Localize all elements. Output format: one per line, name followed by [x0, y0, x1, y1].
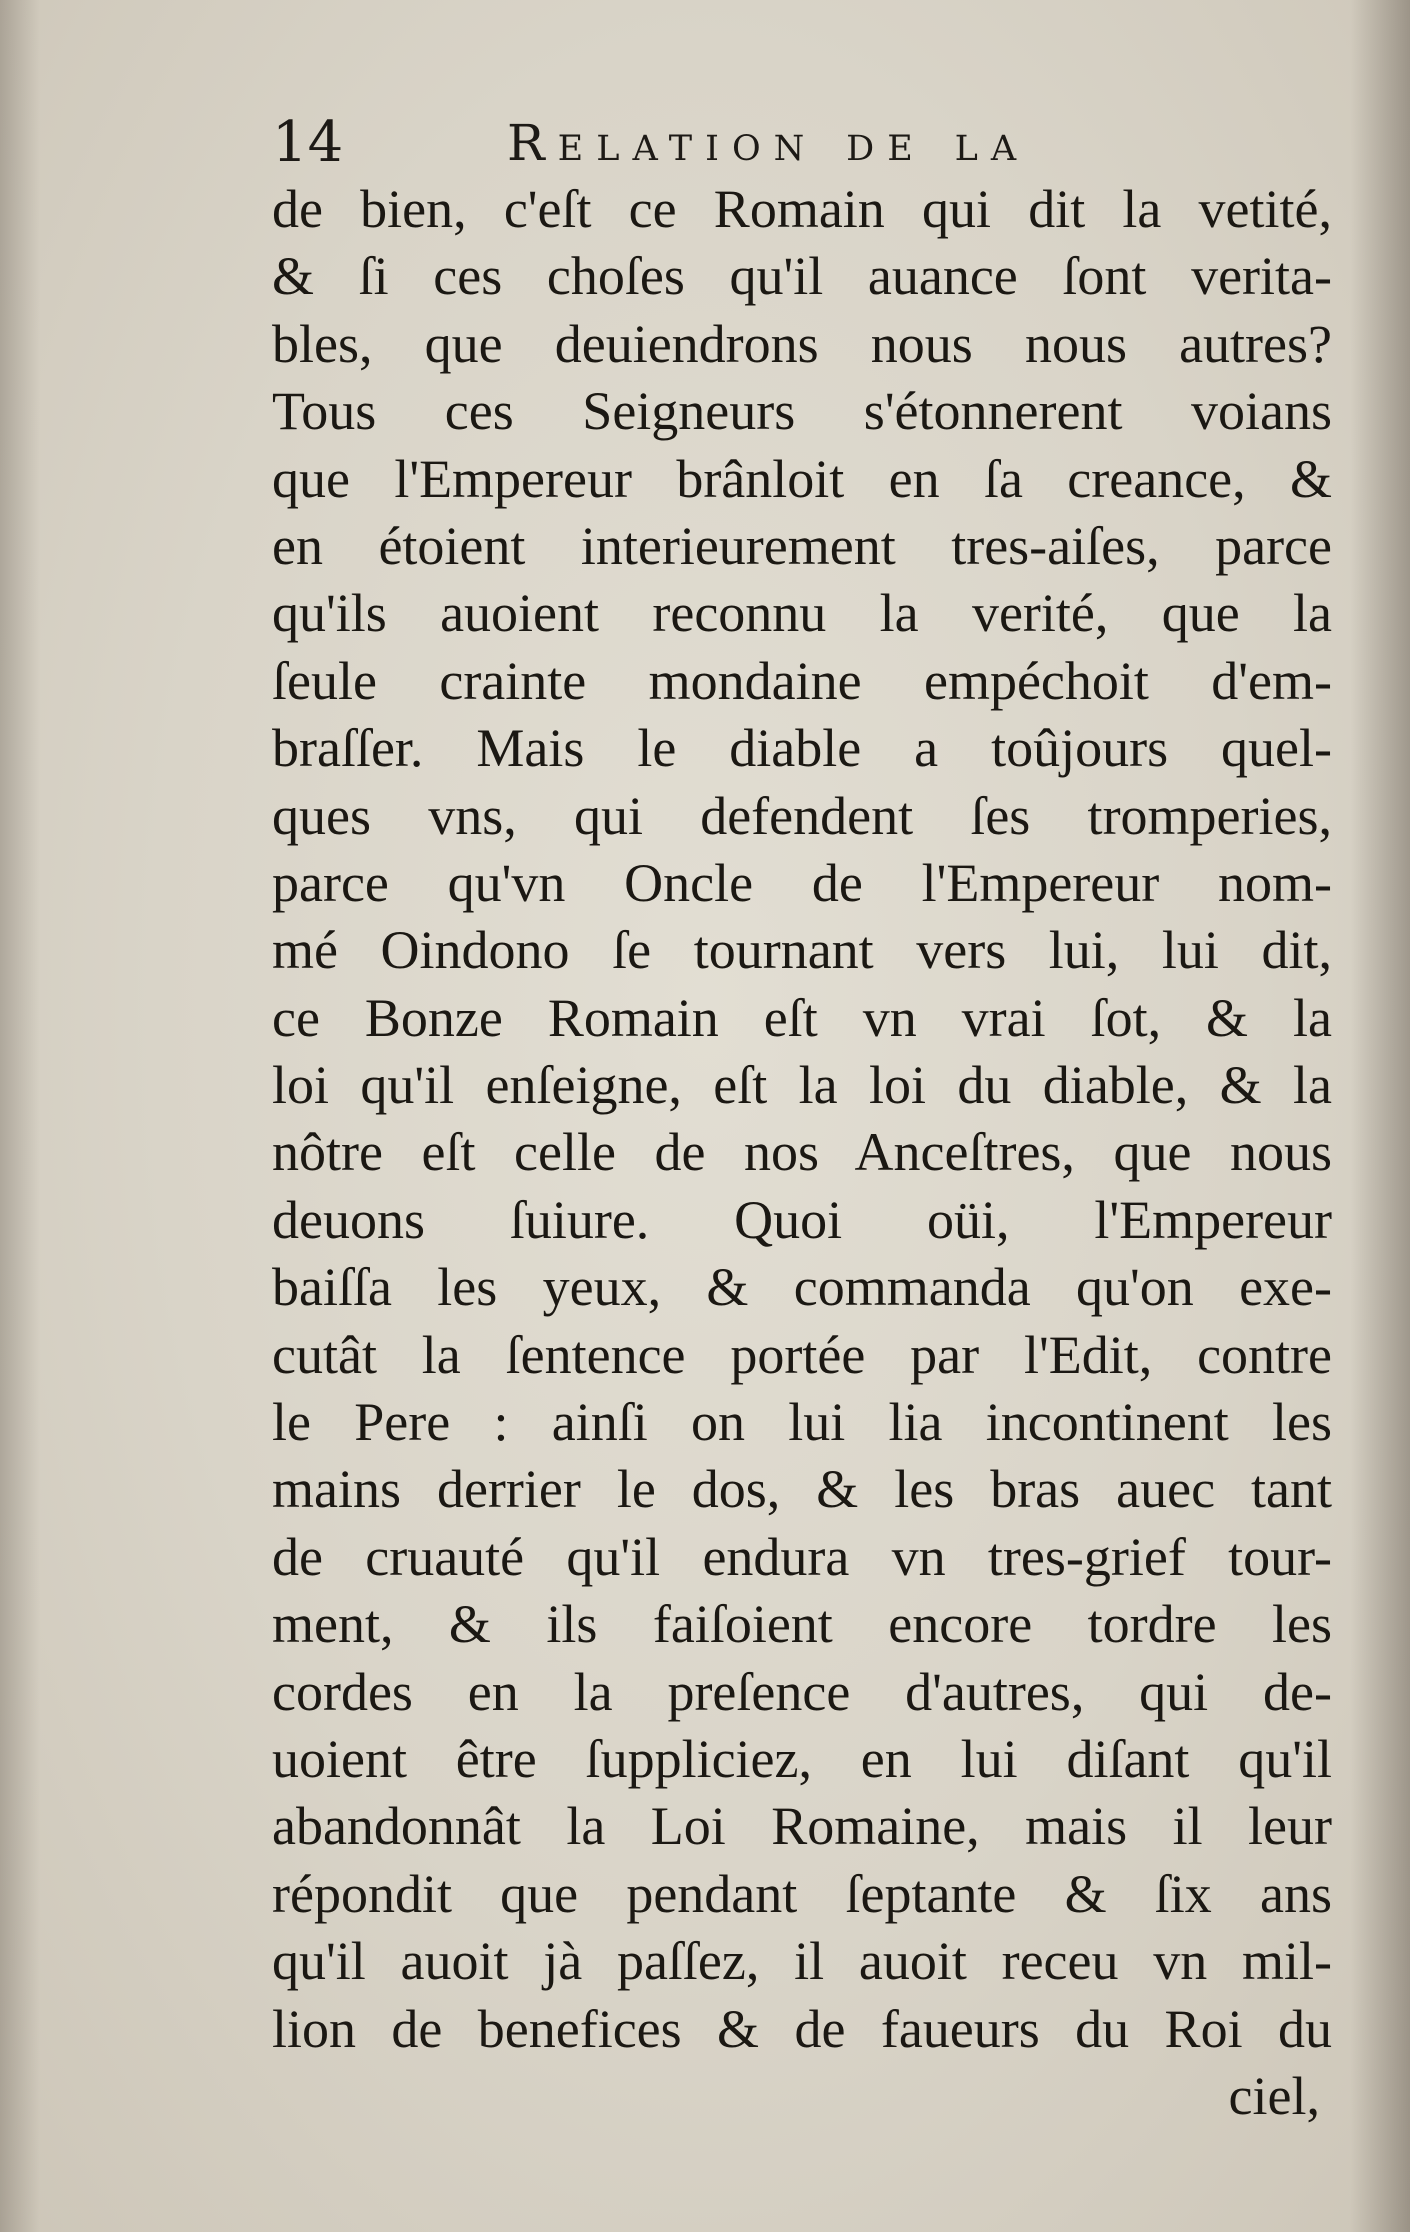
text-line: braſſer. Mais le diable a toûjours quel- [272, 718, 1332, 779]
text-line: bles, que deuiendrons nous nous autres? [272, 313, 1332, 374]
text-line: deuons ſuiure. Quoi oüi, l'Empereur [272, 1189, 1332, 1250]
text-line: lion de benefices & de faueurs du Roi du [272, 1998, 1332, 2059]
text-line: uoient être ſuppliciez, en lui diſant qu'il [272, 1728, 1332, 1789]
text-line: loi qu'il enſeigne, eſt la loi du diable, & la [272, 1055, 1332, 1116]
text-line: qu'ils auoient reconnu la verité, que la [272, 583, 1332, 644]
text-line: Tous ces Seigneurs s'étonnerent voians [272, 381, 1332, 442]
text-line: que l'Empereur brânloit en ſa creance, & [272, 448, 1332, 509]
text-line: cordes en la preſence d'autres, qui de- [272, 1661, 1332, 1722]
text-line: en étoient interieurement tres-aiſes, parce [272, 515, 1332, 576]
text-line: de cruauté qu'il endura vn tres-grief tour- [272, 1526, 1332, 1587]
text-line: répondit que pendant ſeptante & ſix ans [272, 1863, 1332, 1924]
text-line: ques vns, qui defendent ſes tromperies, [272, 785, 1332, 846]
text-line: ment, & ils faiſoient encore tordre les [272, 1594, 1332, 1655]
text-line: qu'il auoit jà paſſez, il auoit receu vn mil- [272, 1931, 1332, 1992]
page-header [272, 108, 1332, 178]
text-line: & ſi ces choſes qu'il auance ſont verita- [272, 246, 1332, 307]
catchword-line: ciel, [1228, 2065, 1320, 2126]
text-line: baiſſa les yeux, & commanda qu'on exe- [272, 1257, 1332, 1318]
text-line: mé Oindono ſe tournant vers lui, lui dit, [272, 920, 1332, 981]
text-line: mains derrier le dos, & les bras auec tant [272, 1459, 1332, 1520]
running-head: Relation de la [507, 114, 1030, 172]
text-line: de bien, c'eſt ce Romain qui dit la vetité, [272, 179, 1332, 239]
text-line: ce Bonze Romain eſt vn vrai ſot, & la [272, 987, 1332, 1048]
text-line: ſeule crainte mondaine empéchoit d'em- [272, 650, 1332, 711]
page-number: 14 [272, 110, 344, 175]
text-line: nôtre eſt celle de nos Anceſtres, que nous [272, 1122, 1332, 1183]
text-line: le Pere : ainſi on lui lia incontinent les [272, 1392, 1332, 1453]
text-line: cutât la ſentence portée par l'Edit, contre [272, 1324, 1332, 1385]
body-text [272, 176, 1332, 2130]
text-line: abandonnât la Loi Romaine, mais il leur [272, 1796, 1332, 1857]
text-line: parce qu'vn Oncle de l'Empereur nom- [272, 852, 1332, 913]
